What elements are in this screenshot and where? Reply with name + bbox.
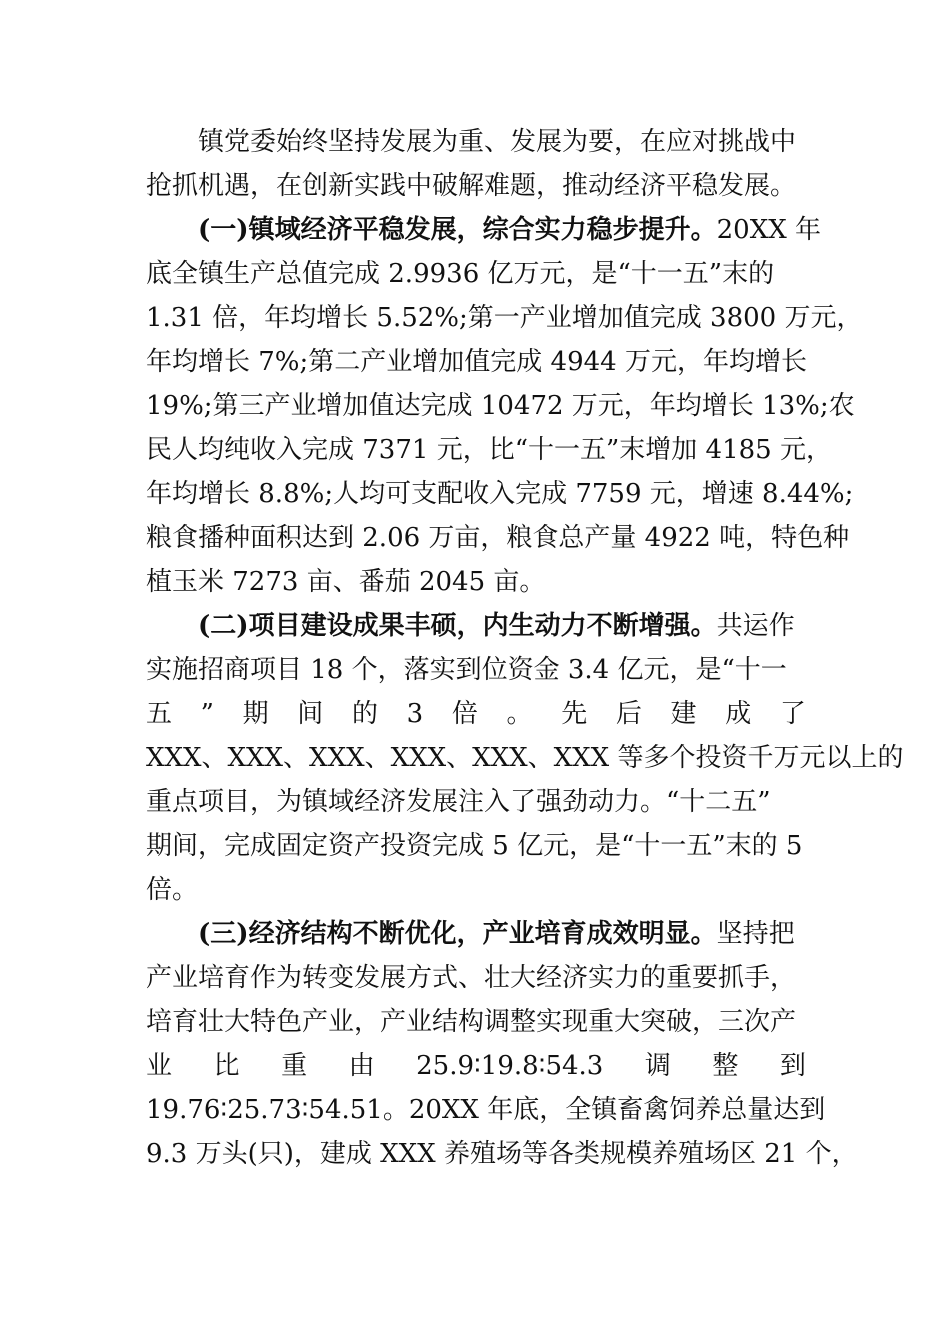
justified-char: 由 xyxy=(348,1051,375,1081)
section1-first-line xyxy=(146,208,821,252)
section1-line: 19%;第三产业增加值达完成 10472 万元，年均增长 13%;农 xyxy=(146,391,855,421)
section1-line: 年均增长 7%;第二产业增加值完成 4944 万元，年均增长 xyxy=(146,347,807,377)
justified-char: 调 xyxy=(644,1051,671,1081)
justified-char: 五 xyxy=(146,699,173,729)
intro-line-2: 抢抓机遇，在创新实践中破解难题，推动经济平稳发展。 xyxy=(146,171,797,201)
section3-line: 9.3 万头(只)，建成 XXX 养殖场等各类规模养殖场区 21 个， xyxy=(146,1139,858,1169)
justified-ratio: 25.9∶19.8∶54.3 xyxy=(416,1051,604,1081)
section2-line1-tail: 共运作 xyxy=(716,611,795,641)
section3-line: 19.76∶25.73∶54.51。20XX 年底，全镇畜禽饲养总量达到 xyxy=(146,1095,826,1125)
justified-char: 倍 xyxy=(451,699,478,729)
section3-line1-tail: 坚持把 xyxy=(716,919,795,949)
section2-justified-line xyxy=(146,692,806,736)
section1-line: 粮食播种面积达到 2.06 万亩，粮食总产量 4922 吨，特色种 xyxy=(146,523,850,553)
section2-line: XXX、XXX、XXX、XXX、XXX、XXX 等多个投资千万元以上的 xyxy=(146,743,904,773)
document-body xyxy=(146,120,904,1176)
intro-line-1: 镇党委始终坚持发展为重、发展为要，在应对挑战中 xyxy=(198,127,797,157)
justified-char: 。 xyxy=(506,699,533,729)
section3-justified-line xyxy=(146,1044,806,1088)
justified-char: 成 xyxy=(725,699,752,729)
justified-char: 到 xyxy=(779,1051,806,1081)
section3-first-line xyxy=(146,912,806,956)
section1-line: 植玉米 7273 亩、番茄 2045 亩。 xyxy=(146,567,546,597)
section1-line: 底全镇生产总值完成 2.9936 亿万元，是“十一五”末的 xyxy=(146,259,775,289)
section1-line: 民人均纯收入完成 7371 元，比“十一五”末增加 4185 元， xyxy=(146,435,832,465)
justified-char: ” xyxy=(200,699,214,729)
section3-line: 培育壮大特色产业，产业结构调整实现重大突破，三次产 xyxy=(146,1007,797,1037)
justified-char: 期 xyxy=(242,699,269,729)
section1-line: 年均增长 8.8%;人均可支配收入完成 7759 元，增速 8.44%; xyxy=(146,479,854,509)
section1-line: 1.31 倍，年均增长 5.52%;第一产业增加值完成 3800 万元， xyxy=(146,303,863,333)
justified-char: 比 xyxy=(213,1051,240,1081)
justified-char: 整 xyxy=(712,1051,739,1081)
section2-first-line xyxy=(146,604,806,648)
section3-line: 产业培育作为转变发展方式、壮大经济实力的重要抓手， xyxy=(146,963,797,993)
justified-char: 先 xyxy=(561,699,588,729)
justified-char: 业 xyxy=(146,1051,173,1081)
section3-heading: (三)经济结构不断优化，产业培育成效明显。 xyxy=(198,919,717,949)
justified-char: 建 xyxy=(670,699,697,729)
justified-char: 后 xyxy=(615,699,642,729)
section2-heading: (二)项目建设成果丰硕，内生动力不断增强。 xyxy=(198,611,717,641)
justified-char: 的 xyxy=(351,699,378,729)
justified-char: 了 xyxy=(779,699,806,729)
section2-line: 实施招商项目 18 个，落实到位资金 3.4 亿元，是“十一 xyxy=(146,655,787,685)
section2-line: 重点项目，为镇域经济发展注入了强劲动力。“十二五” xyxy=(146,787,771,817)
section1-line1-tail: 20XX 年 xyxy=(716,215,821,245)
justified-char: 3 xyxy=(406,699,424,729)
section2-line: 期间，完成固定资产投资完成 5 亿元，是“十一五”末的 5 xyxy=(146,831,803,861)
justified-char: 重 xyxy=(281,1051,308,1081)
section1-heading: (一)镇域经济平稳发展，综合实力稳步提升。 xyxy=(198,215,717,245)
justified-char: 间 xyxy=(297,699,324,729)
section2-line: 倍。 xyxy=(146,875,199,905)
